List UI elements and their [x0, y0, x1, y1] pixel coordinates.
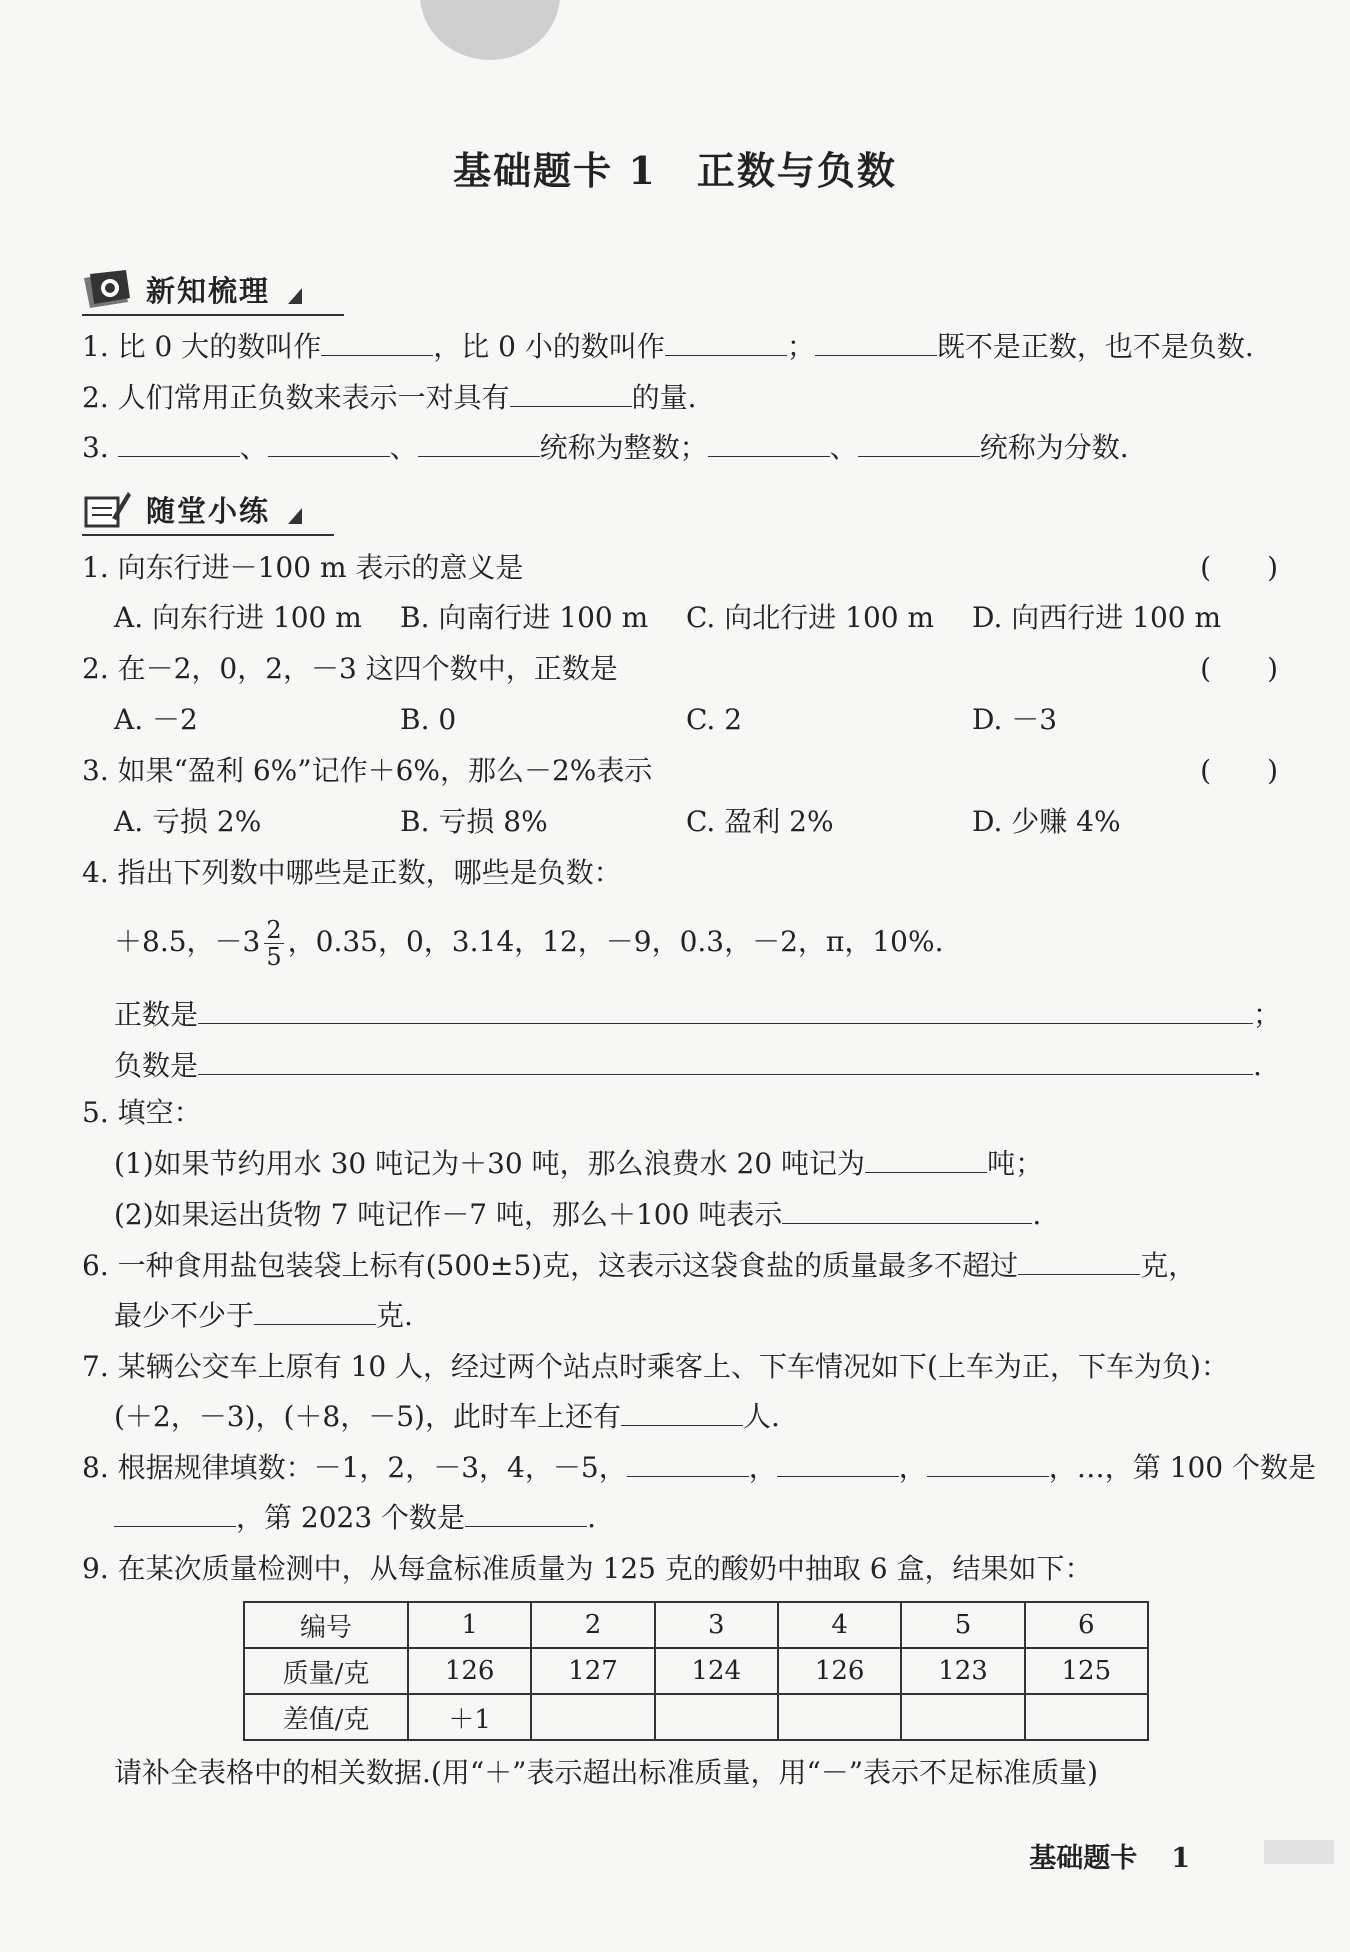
footer-decoration [1264, 1840, 1334, 1864]
question-8-line-2: ，第 2023 个数是 . [114, 1500, 596, 1536]
question-5-part-2: (2)如果运出货物 7 吨记作－7 吨，那么＋100 吨表示 . [114, 1198, 1042, 1231]
page-number: 1 [1171, 1843, 1190, 1874]
fill-in-cell[interactable] [778, 1694, 901, 1740]
option-c[interactable]: C. 盈利 2% [686, 805, 834, 838]
yogurt-mass-table [243, 1601, 1149, 1741]
section-underline [82, 314, 344, 316]
answer-blank[interactable] [708, 430, 830, 457]
section-label: 新知梳理 [146, 273, 271, 308]
option-b[interactable]: B. 0 [400, 703, 457, 736]
section-underline [82, 534, 334, 536]
knowledge-item-1: 1. 比 0 大的数叫作 ，比 0 小的数叫作 ； 既不是正数，也不是负数. [82, 330, 1254, 363]
question-9-note: 请补全表格中的相关数据.(用“＋”表示超出标准质量，用“－”表示不足标准质量) [114, 1756, 1099, 1789]
answer-blank[interactable] [815, 329, 937, 356]
answer-parentheses[interactable]: ( ) [1200, 754, 1278, 787]
question-4-stem: 4. 指出下列数中哪些是正数，哪些是负数： [82, 856, 622, 889]
question-6-line-1: 6. 一种食用盐包装袋上标有(500±5)克，这表示这袋食盐的质量最多不超过 克， [82, 1249, 1197, 1282]
section-header-practice [82, 486, 334, 532]
table-cell: 123 [901, 1648, 1024, 1694]
knowledge-item-2: 2. 人们常用正负数来表示一对具有 的量. [82, 381, 697, 414]
option-b[interactable]: B. 亏损 8% [400, 805, 548, 838]
footer-label: 基础题卡 [1029, 1843, 1138, 1874]
camera-book-icon [82, 268, 132, 310]
answer-blank[interactable] [418, 430, 540, 457]
answer-line[interactable] [198, 1044, 1253, 1075]
table-cell: 4 [778, 1602, 901, 1648]
decorative-tab [420, 0, 560, 60]
table-cell: 127 [531, 1648, 654, 1694]
answer-blank[interactable] [865, 1146, 987, 1173]
option-c[interactable]: C. 向北行进 100 m [686, 601, 935, 634]
row-label: 差值/克 [244, 1694, 408, 1740]
option-b[interactable]: B. 向南行进 100 m [400, 601, 649, 634]
answer-blank[interactable] [858, 430, 980, 457]
section-header-new-knowledge [82, 266, 344, 312]
knowledge-item-3: 3. 、 、 统称为整数； 、 统称为分数. [82, 431, 1129, 464]
table-cell: ＋1 [408, 1694, 531, 1740]
table-row [244, 1648, 1148, 1694]
question-2-stem: 2. 在－2，0，2，－3 这四个数中，正数是 [82, 652, 618, 685]
answer-parentheses[interactable]: ( ) [1200, 652, 1278, 685]
fraction: $\frac{2}{5}$ [266, 916, 282, 971]
answer-blank[interactable] [777, 1450, 899, 1477]
answer-blank[interactable] [510, 380, 632, 407]
option-c[interactable]: C. 2 [686, 703, 743, 736]
notebook-pen-icon [82, 488, 132, 530]
answer-blank[interactable] [665, 329, 787, 356]
fill-in-cell[interactable] [1025, 1694, 1148, 1740]
question-7-line-2: (＋2，－3)，(＋8，－5)，此时车上还有 人. [114, 1400, 780, 1433]
table-cell: 5 [901, 1602, 1024, 1648]
fill-in-cell[interactable] [531, 1694, 654, 1740]
triangle-marker-icon [288, 508, 302, 524]
answer-blank[interactable] [465, 1500, 587, 1527]
page-footer [1029, 1836, 1190, 1875]
table-cell: 3 [655, 1602, 778, 1648]
topic-title: 正数与负数 [696, 148, 897, 193]
table-cell: 126 [778, 1648, 901, 1694]
answer-blank[interactable] [114, 1500, 236, 1527]
answer-blank[interactable] [321, 329, 433, 356]
answer-parentheses[interactable]: ( ) [1200, 551, 1278, 584]
table-cell: 2 [531, 1602, 654, 1648]
table-cell: 6 [1025, 1602, 1148, 1648]
option-a[interactable]: A. 向东行进 100 m [114, 601, 362, 634]
question-6-line-2: 最少不少于 克. [114, 1299, 413, 1332]
question-3-stem: 3. 如果“盈利 6%”记作＋6%，那么－2%表示 [82, 754, 653, 787]
answer-blank[interactable] [927, 1450, 1049, 1477]
question-4-numbers: ＋8.5，－3 $\frac{2}{5}$ ，0.35，0，3.14，12，－9，0.3，－2，π，10%. [114, 916, 944, 971]
table-cell: 1 [408, 1602, 531, 1648]
card-number: 基础题卡 1 [453, 148, 657, 193]
option-a[interactable]: A. 亏损 2% [114, 805, 262, 838]
question-5-stem: 5. 填空： [82, 1096, 202, 1129]
fill-in-cell[interactable] [901, 1694, 1024, 1740]
question-8-line-1: 8. 根据规律填数：－1，2，－3，4，－5， ， ， ，…，第 100 个数是 [82, 1451, 1316, 1484]
triangle-marker-icon [288, 288, 302, 304]
table-row [244, 1602, 1148, 1648]
answer-blank[interactable] [782, 1197, 1032, 1224]
option-d[interactable]: D. 向西行进 100 m [972, 601, 1222, 634]
table-cell: 126 [408, 1648, 531, 1694]
answer-line[interactable] [198, 993, 1253, 1024]
question-1-stem: 1. 向东行进－100 m 表示的意义是 [82, 551, 524, 584]
answer-blank[interactable] [254, 1298, 376, 1325]
table-cell: 125 [1025, 1648, 1148, 1694]
fill-in-cell[interactable] [655, 1694, 778, 1740]
page-title [0, 140, 1350, 195]
question-9-stem: 9. 在某次质量检测中，从每盒标准质量为 125 克的酸奶中抽取 6 盒，结果如下： [82, 1552, 1093, 1585]
option-a[interactable]: A. －2 [114, 703, 198, 736]
answer-blank[interactable] [268, 430, 390, 457]
option-d[interactable]: D. －3 [972, 703, 1058, 736]
negative-answer-row: 负数是 . [114, 1044, 1262, 1084]
row-label: 质量/克 [244, 1648, 408, 1694]
positive-answer-row: 正数是 ； [114, 993, 1281, 1033]
answer-blank[interactable] [627, 1450, 749, 1477]
question-5-part-1: (1)如果节约用水 30 吨记为＋30 吨，那么浪费水 20 吨记为 吨； [114, 1147, 1044, 1180]
answer-blank[interactable] [118, 430, 240, 457]
section-label: 随堂小练 [146, 493, 271, 528]
table-cell: 124 [655, 1648, 778, 1694]
option-d[interactable]: D. 少赚 4% [972, 805, 1121, 838]
answer-blank[interactable] [621, 1399, 743, 1426]
row-label: 编号 [244, 1602, 408, 1648]
table-row [244, 1694, 1148, 1740]
question-7-line-1: 7. 某辆公交车上原有 10 人，经过两个站点时乘客上、下车情况如下(上车为正，下车为负)： [82, 1350, 1229, 1383]
answer-blank[interactable] [1018, 1248, 1140, 1275]
